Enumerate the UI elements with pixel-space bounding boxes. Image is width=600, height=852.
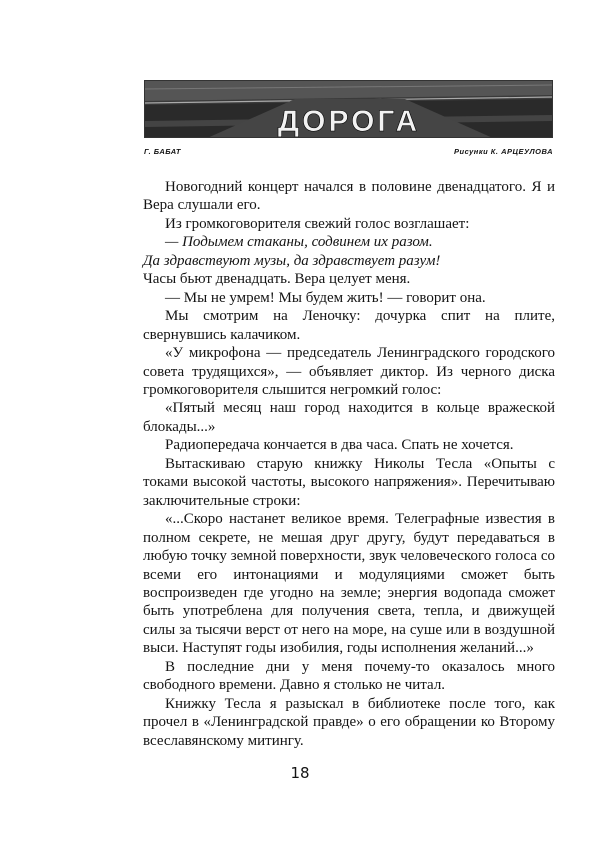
paragraph: Да здравствуют музы, да здравствует разум! xyxy=(143,252,441,269)
paragraph: Вытаскиваю старую книжку Николы Тесла «Опыты с токами высокой частоты, высокого напряжения». Перечитываю заключительные строки: xyxy=(143,455,555,509)
paragraph: Радиопередача кончается в два часа. Спать не хочется. xyxy=(165,437,514,454)
illustrator-credit: Рисунки К. АРЦЕУЛОВА xyxy=(453,147,553,156)
title-banner xyxy=(144,80,553,138)
body-text xyxy=(143,178,555,750)
page-number: 18 xyxy=(290,764,310,782)
paragraph: В последние дни у меня почему-то оказалось много свободного времени. Давно я столько не читал. xyxy=(143,658,555,694)
paragraph: — Подымем стаканы, содвинем их разом. xyxy=(165,234,433,251)
paragraph: «Пятый месяц наш город находится в кольце вражеской блокады...» xyxy=(143,400,555,435)
author-credit: Г. БАБАТ xyxy=(144,147,182,156)
paragraph: Из громкоговорителя свежий голос возглашает: xyxy=(165,215,470,232)
credits xyxy=(144,147,553,161)
paragraph: «У микрофона — председатель Ленинградского городского совета трудящихся», — объявляет диктор. Из черного диска громкоговорителя слышится негромкий голос: xyxy=(143,345,555,398)
road-illustration xyxy=(145,81,553,138)
paragraph: «...Скоро настанет великое время. Телеграфные известия в полном секрете, не мешая друг другу, будут передаваться в любую точку земной поверхности, звук человеческого голоса со всеми его интонациями и модуляциями сможет быть воспроизведен где угодно на земле; энергия водопада сможет быть употреблена для получения света, тепла, и движущей силы за тысячи верст от него на море, на суше или в воздушной выси. Наступят годы изобилия, годы исполнения желаний...» xyxy=(143,511,555,657)
paragraph: Новогодний концерт начался в половине двенадцатого. Я и Вера слушали его. xyxy=(143,179,555,214)
paragraph: Книжку Тесла я разыскал в библиотеке после того, как прочел в «Ленинградской правде» о его обращении ко Второму всеславянскому митингу. xyxy=(143,695,555,749)
paragraph: — Мы не умрем! Мы будем жить! — говорит она. xyxy=(165,289,486,306)
banner-title: ДОРОГА xyxy=(277,105,421,138)
paragraph: Часы бьют двенадцать. Вера целует меня. xyxy=(143,271,411,288)
paragraph: Мы смотрим на Леночку: дочурка спит на плите, свернувшись калачиком. xyxy=(143,308,555,343)
